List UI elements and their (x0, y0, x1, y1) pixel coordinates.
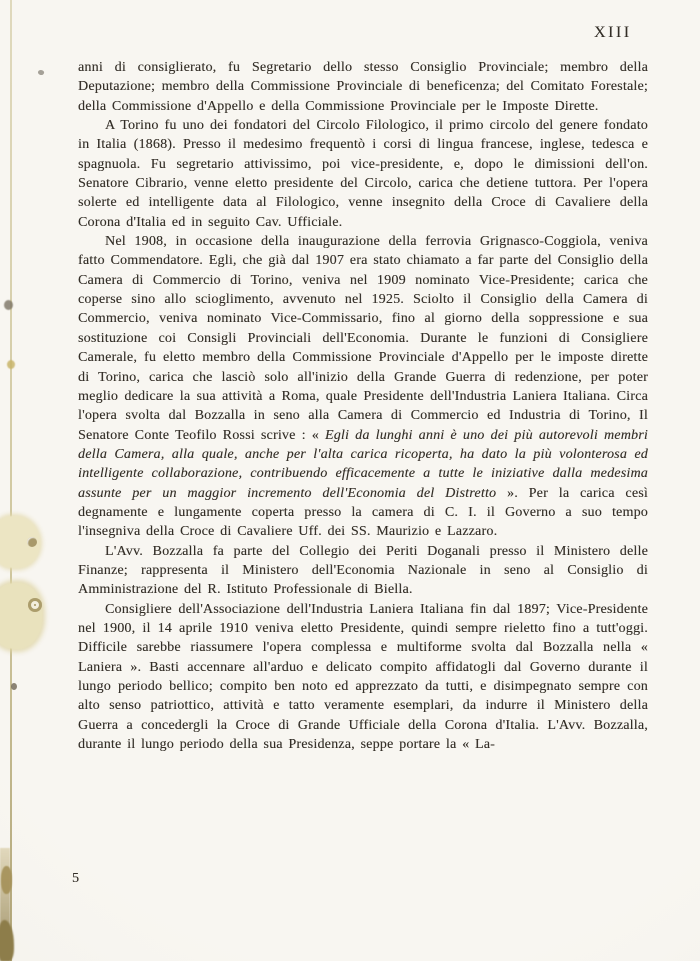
text-run: Nel 1908, in occasione della inaugurazione della ferrovia Grignasco-Coggiola, veniva fatto Commendatore. Egli, che già dal 1907 era stato chiamato a far parte del Consiglio della Camera di Commercio di Torino, veniva nel 1909 nominato Vice-Presidente; carica che coperse sino allo scioglimento, avvenuto nel 1925. Sciolto il Consiglio della Camera di Commercio, veniva nominato Vice-Commissario, fino al giorno della soppressione e sua sostituzione coi Consigli Provinciali dell'Economia. Durante le funzioni di Consigliere Camerale, fu eletto membro della Commissione Provinciale d'Appello per le imposte dirette di Torino, carica che lasciò solo all'inizio della Grande Guerra di redenzione, per poter meglio dedicare la sua attività a Roma, quale Presidente dell'Industria Laniera Italiana. Circa l'opera svolta dal Bozzalla in seno alla Camera di Commercio ed Industria di Torino, Il Senatore Conte Teofilo Rossi scrive : « (78, 234, 648, 443)
edge-stain-blob (1, 866, 12, 894)
paragraph (78, 232, 648, 542)
text-run: ». Per la carica cesì degnamente e lungamente coperta presso la camera di C. I. il Governo a suo tempo l'insegniva della Croce di Cavaliere Uff. dei SS. Maurizio e Lazzaro. (78, 485, 649, 540)
ink-speck (37, 69, 45, 76)
paragraph (78, 600, 648, 755)
glue-stain (0, 583, 42, 649)
paragraph (78, 116, 648, 232)
text-run: A Torino fu uno dei fondatori del Circolo Filologico, il primo circolo del genere fondato in Italia (1868). Presso il medesimo frequentò i corsi di lingua francese, inglese, tedesca e spagnuola. Fu segretario attivissimo, poi vice-presidente, e, dopo le dimissioni dell'on. Senatore Cibrario, venne eletto presidente del Circolo, carica che detiene tuttora. Per l'opera solerte ed intelligente data al Filologico, venne insegnito della Croce di Cavaliere della Corona d'Italia ed in seguito Cav. Ufficiale. (78, 118, 648, 230)
italic-text-run: Egli da lunghi anni è uno dei più autorevoli membri della Camera, alla quale, anche per l'alta carica ricoperta, ha dato la più volonterosa ed intelligente collaborazione, contribuendo efficacemente a tutte le iniziative dalla medesima assunte per un maggior incremento dell'Economia del Distretto (78, 427, 648, 501)
page-number: 5 (72, 871, 79, 886)
text-block (78, 58, 648, 754)
paragraph (78, 58, 648, 116)
text-run: anni di consiglierato, fu Segretario dello stesso Consiglio Provinciale; membro della Deputazione; membro della Commissione Provinciale di beneficenza; del Comitato Forestale; della Commissione d'Appello e della Commissione Provinciale per le Imposte Dirette. (78, 60, 648, 114)
paragraph (78, 542, 648, 600)
ink-speck (4, 300, 13, 310)
glue-stain-dot (28, 598, 42, 612)
paper-speck (7, 360, 15, 369)
gutter-fold-line (10, 0, 12, 961)
glue-stain-dot (27, 537, 37, 547)
ink-speck (11, 683, 17, 690)
page-header-folio: XIII (594, 24, 632, 41)
text-run: L'Avv. Bozzalla fa parte del Collegio dei Periti Doganali presso il Ministero delle Finanze; rappresenta il Ministero dell'Economia Nazionale in seno al Consiglio di Amministrazione del R. Istituto Professionale di Biella. (78, 543, 648, 598)
text-run: Consigliere dell'Associazione dell'Industria Laniera Italiana fin dal 1897; Vice-Presidente nel 1900, il 14 aprile 1910 veniva eletto Presidente, quindi sempre rieletto fino a tutt'oggi. Difficile sarebbe riassumere l'opera complessa e multiforme svolta dal Bozzalla nella « Laniera ». Basti accennare all'arduo e delicato compito affidatogli dal Governo durante il lungo periodo bellico; compito ben noto ed apprezzato da tutti, e disimpegnato sempre con alto senso patriottico, attività e tatto veramente esemplari, da indurre il Ministero della Guerra a concedergli la Croce di Grande Ufficiale della Corona d'Italia. L'Avv. Bozzalla, durante il lungo periodo della sua Presidenza, seppe portare la « La- (78, 601, 648, 753)
